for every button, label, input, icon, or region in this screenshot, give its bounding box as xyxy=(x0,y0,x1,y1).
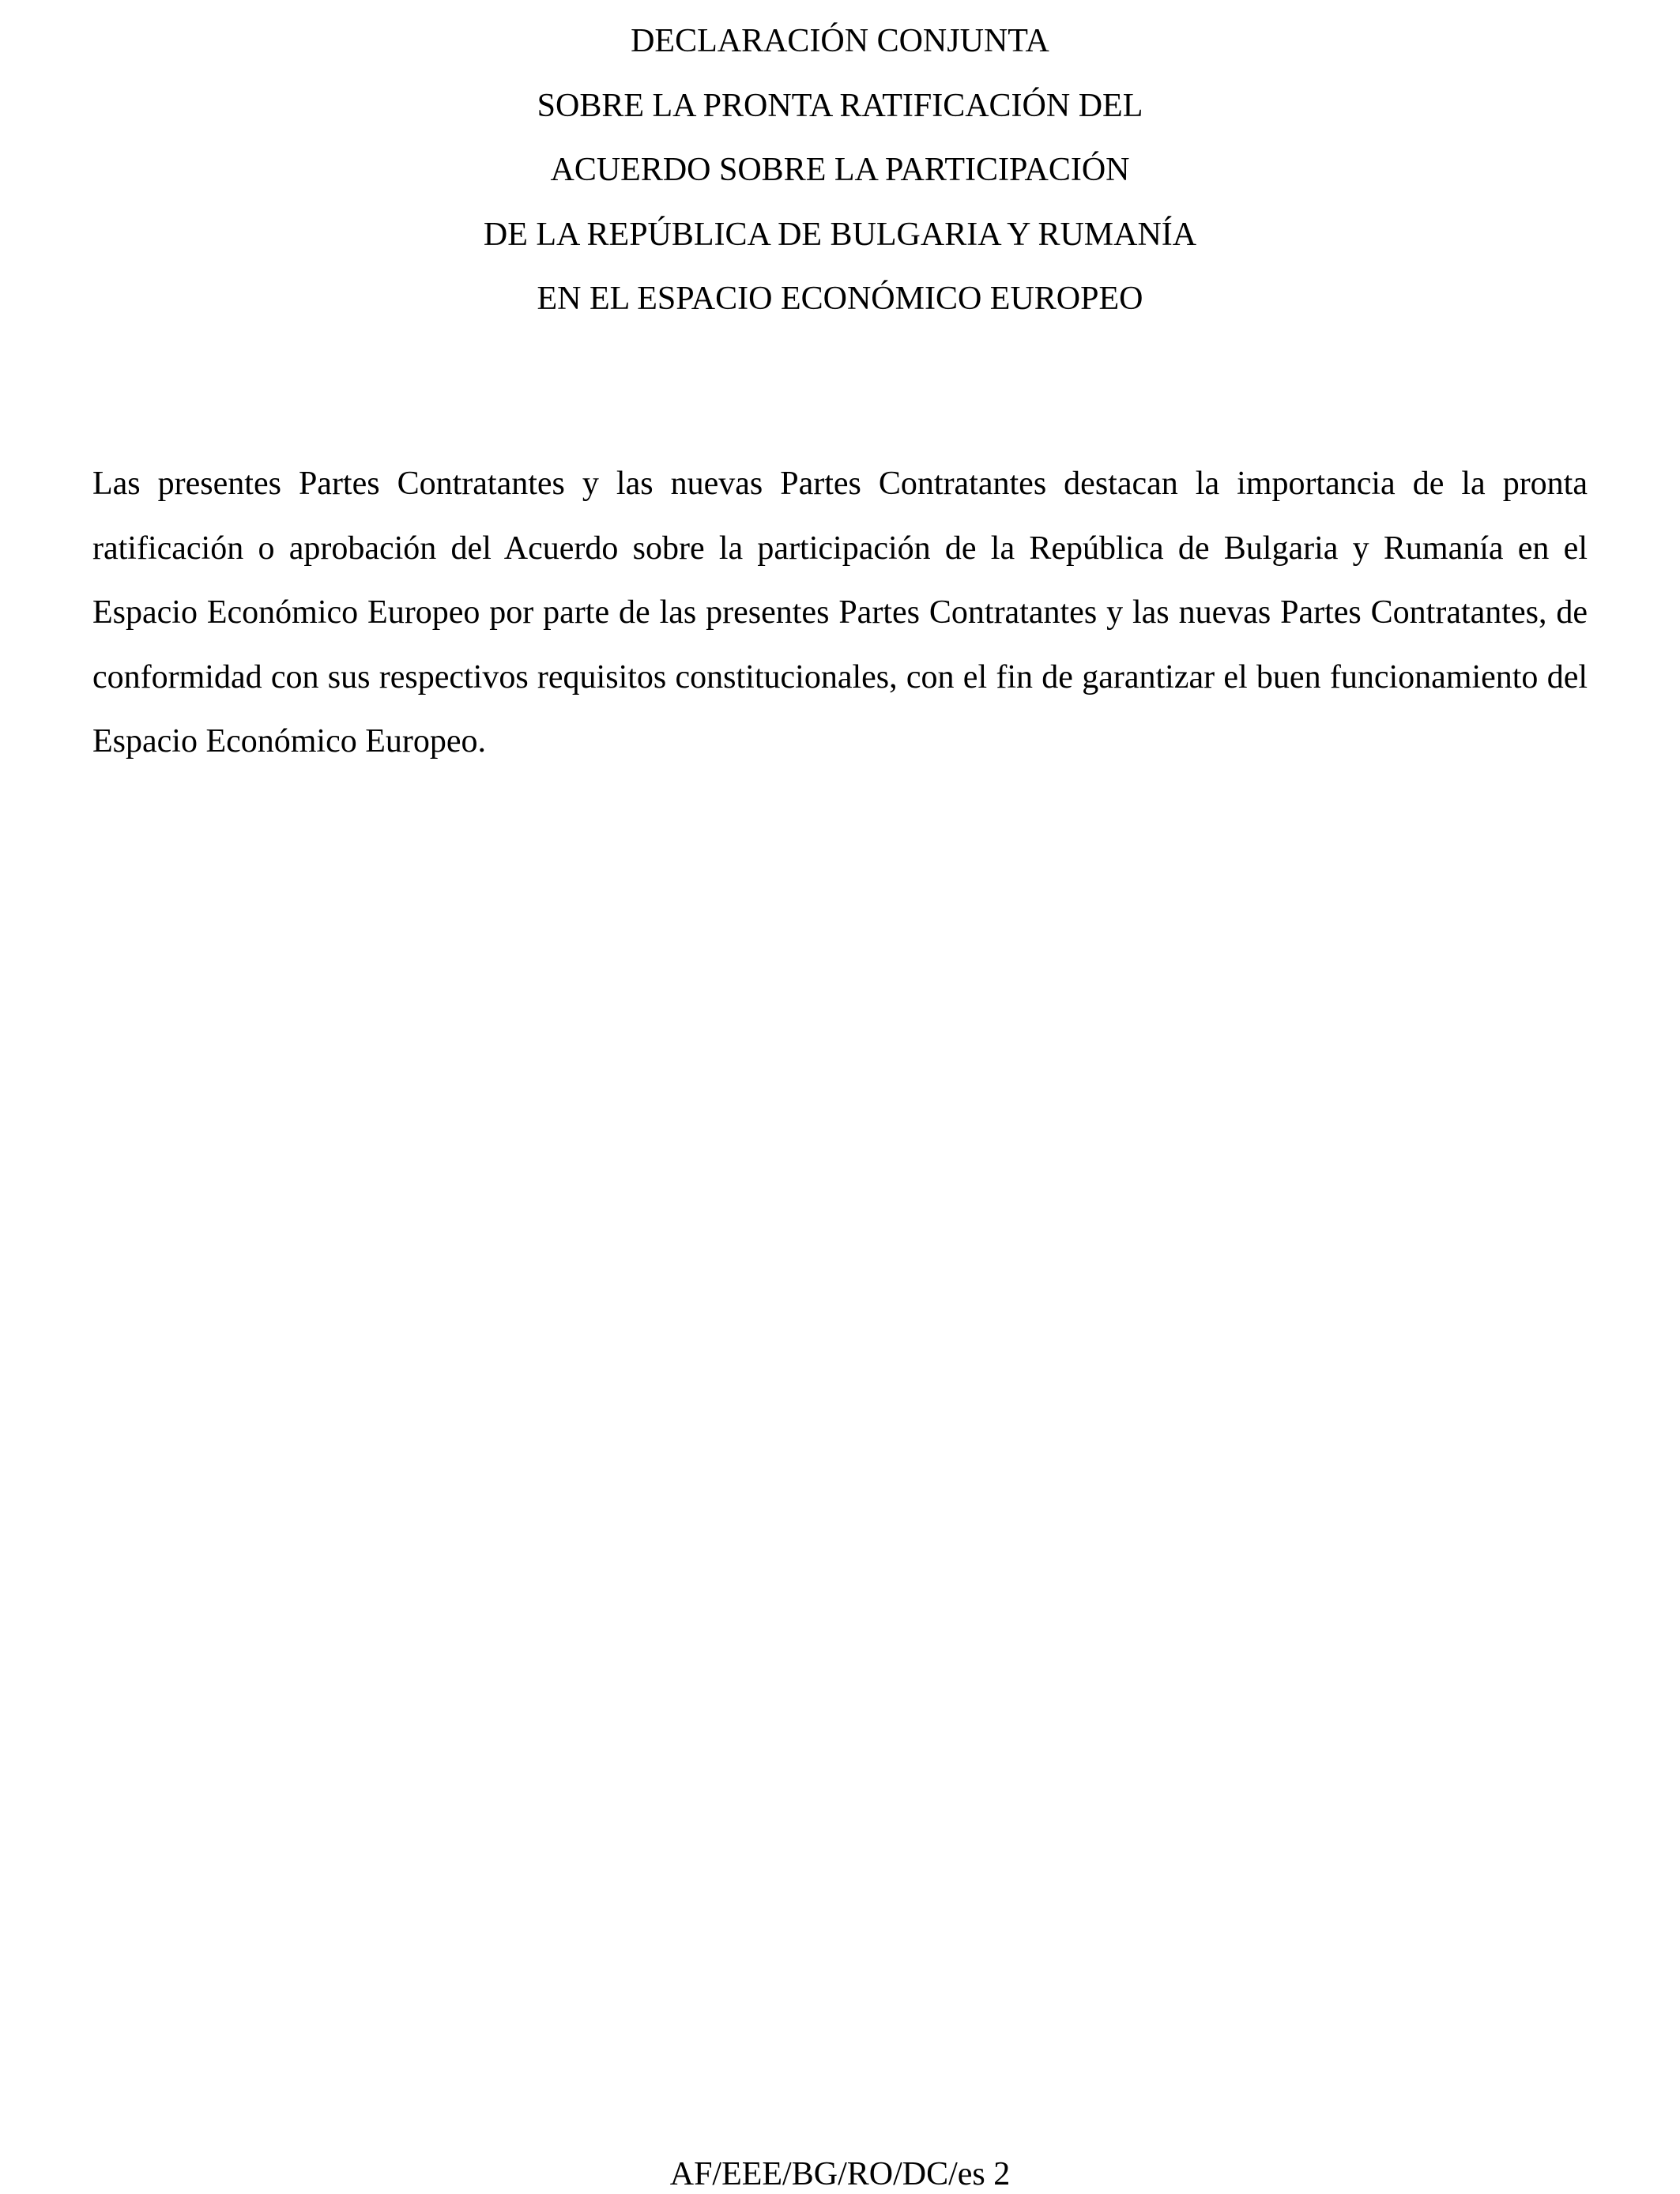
title-line-4: DE LA REPÚBLICA DE BULGARIA Y RUMANÍA xyxy=(483,216,1197,253)
document-reference-footer: AF/EEE/BG/RO/DC/es 2 xyxy=(669,2156,1011,2192)
document-title xyxy=(0,9,1680,332)
title-line-3: ACUERDO SOBRE LA PARTICIPACIÓN xyxy=(550,152,1130,188)
body-paragraph: Las presentes Partes Contratantes y las nuevas Partes Contratantes destacan la importancia de la pronta ratificación o aprobación del Acuerdo sobre la participación de la República de Bulgaria y Rumanía en el Espacio Económico Europeo por parte de las presentes Partes Contratantes y las nuevas Partes Contratantes, de conformidad con sus respectivos requisitos constitucionales, con el fin de garantizar el buen funcionamiento del Espacio Económico Europeo. xyxy=(92,466,1588,760)
title-line-5: EN EL ESPACIO ECONÓMICO EUROPEO xyxy=(537,281,1143,317)
title-line-2: SOBRE LA PRONTA RATIFICACIÓN DEL xyxy=(537,87,1143,124)
title-line-1: DECLARACIÓN CONJUNTA xyxy=(631,23,1049,59)
